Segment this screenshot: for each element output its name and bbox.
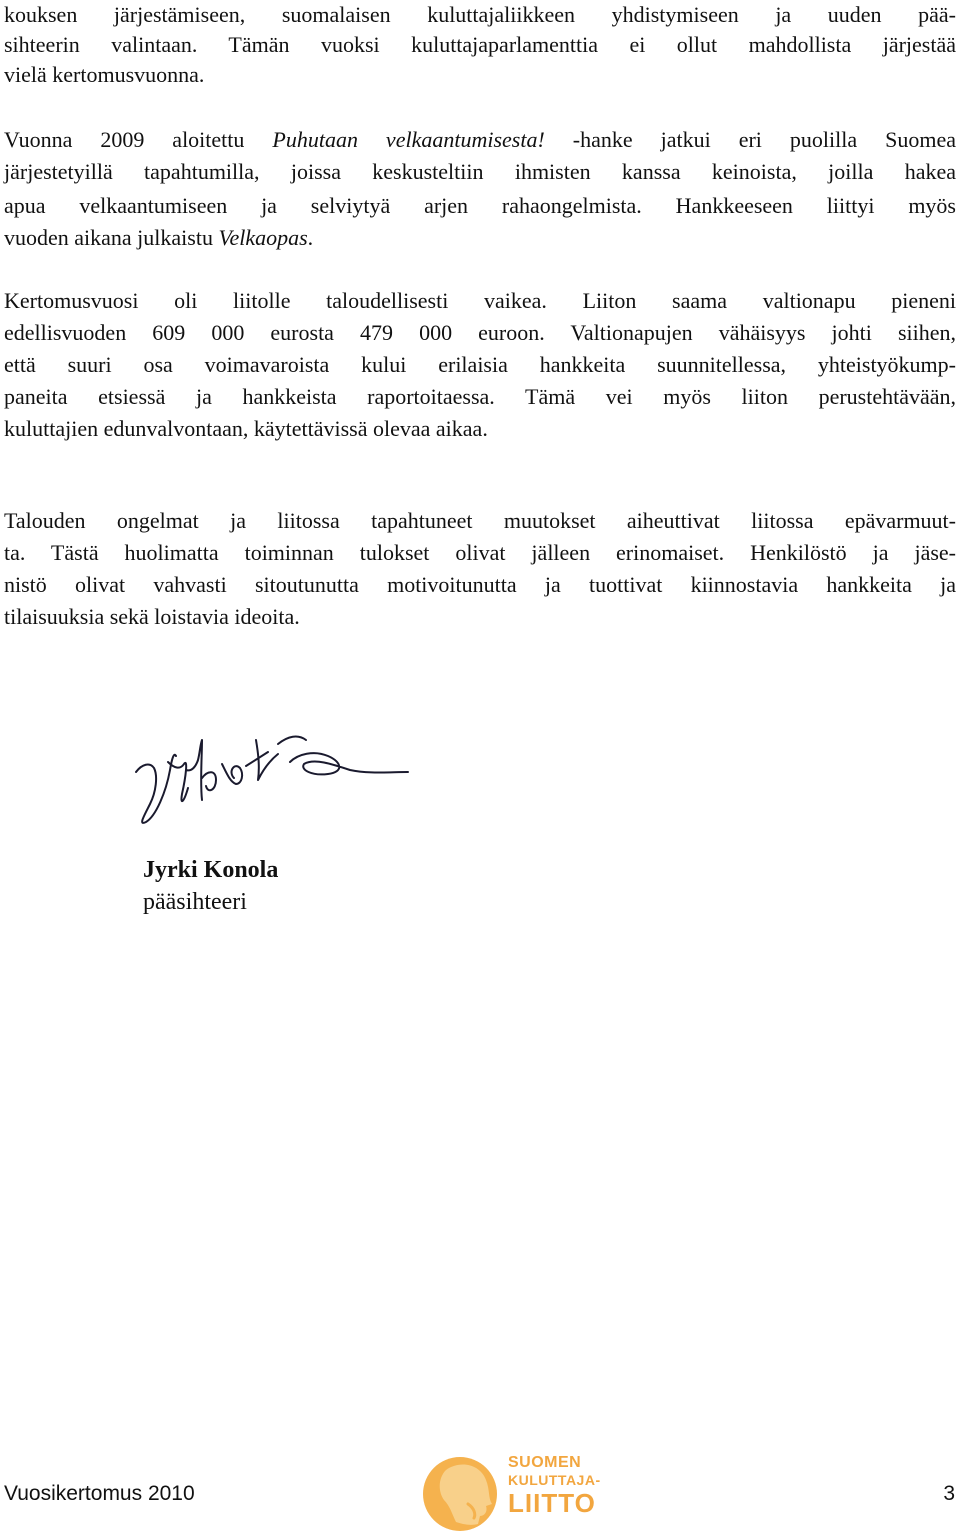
signer-name: Jyrki Konola <box>143 857 279 883</box>
paragraph-3-line-5: kuluttajien edunvalvontaan, käytettävissä olevaa aikaa. <box>4 416 488 441</box>
paragraph-2-line-1-suffix: -hanke jatkui eri puolilla Suomea <box>544 127 956 152</box>
paragraph-2-line-2: järjestetyillä tapahtumilla, joissa keskusteltiin ihmisten kanssa keinoista, joilla hakea <box>4 159 956 184</box>
paragraph-2-line-1 <box>4 125 956 155</box>
paragraph-4-line-3: nistö olivat vahvasti sitoutunutta motivoitunutta ja tuottivat kiinnostavia hankkeita ja <box>4 572 956 597</box>
page-number: 3 <box>943 1482 955 1505</box>
paragraph-2-line-4 <box>4 223 956 253</box>
organization-logo <box>416 1452 601 1532</box>
paragraph-3-line-3: että suuri osa voimavaroista kului erilaisia hankkeita suunnitellessa, yhteistyökump- <box>4 352 956 377</box>
paragraph-2-line-3: apua velkaantumiseen ja selviytyä arjen rahaongelmista. Hankkeeseen liittyi myös <box>4 193 956 218</box>
paragraph-1-line-2: sihteerin valintaan. Tämän vuoksi kuluttajaparlamenttia ei ollut mahdollista järjestää <box>4 32 956 57</box>
paragraph-1-line-3: vielä kertomusvuonna. <box>4 62 205 87</box>
logo-text-line-3: LIITTO <box>508 1488 596 1518</box>
handwritten-signature <box>128 722 418 834</box>
paragraph-4-line-1: Talouden ongelmat ja liitossa tapahtuneet muutokset aiheuttivat liitossa epävarmuut- <box>4 508 956 533</box>
project-name: Puhutaan velkaantumisesta! <box>272 127 545 152</box>
footer-report-title: Vuosikertomus 2010 <box>4 1482 195 1505</box>
paragraph-4-line-2: ta. Tästä huolimatta toiminnan tulokset olivat jälleen erinomaiset. Henkilöstö ja jäse- <box>4 540 956 565</box>
signer-title: pääsihteeri <box>143 889 247 915</box>
paragraph-3-line-4: paneita etsiessä ja hankkeista raportoitaessa. Tämä vei myös liiton perustehtävään, <box>4 384 956 409</box>
paragraph-3-line-1: Kertomusvuosi oli liitolle taloudellisesti vaikea. Liiton saama valtionapu pieneni <box>4 288 956 313</box>
paragraph-2-line-4-suffix: . <box>307 225 314 250</box>
publication-name: Velkaopas <box>218 225 308 250</box>
paragraph-2-line-4-prefix: vuoden aikana julkaistu <box>4 225 219 250</box>
head-silhouette-icon <box>416 1452 508 1532</box>
logo-text-line-1: SUOMEN <box>508 1454 582 1471</box>
paragraph-3-line-2: edellisvuoden 609 000 eurosta 479 000 euroon. Valtionapujen vähäisyys johti siihen, <box>4 320 956 345</box>
paragraph-1-line-1: kouksen järjestämiseen, suomalaisen kuluttajaliikkeen yhdistymiseen ja uuden pää- <box>4 2 956 27</box>
logo-text-line-2: KULUTTAJA- <box>508 1472 601 1488</box>
paragraph-4-line-4: tilaisuuksia sekä loistavia ideoita. <box>4 604 300 629</box>
paragraph-2-line-1-prefix: Vuonna 2009 aloitettu <box>4 127 273 152</box>
